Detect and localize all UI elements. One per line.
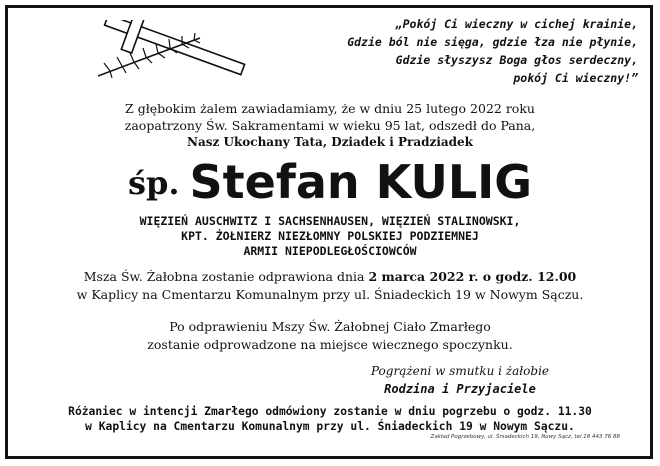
burial-line: Po odprawieniu Mszy Św. Żałobnej Ciało Zmarłego xyxy=(169,319,491,334)
mourners xyxy=(330,362,590,398)
burial-info xyxy=(0,318,660,354)
rosary-line: Różaniec w intencji Zmarłego odmówiony zostanie w dniu pogrzebu o godz. 11.30 xyxy=(68,405,592,418)
title-line: KPT. ŻOŁNIERZ NIEZŁOMNY POLSKIEJ PODZIEMNEJ xyxy=(181,229,479,243)
poem xyxy=(308,15,638,87)
mass-location: w Kaplicy na Cmentarzu Komunalnym przy ul. Śniadeckich 19 w Nowym Sączu. xyxy=(76,287,584,302)
deceased-titles xyxy=(0,214,660,259)
name-prefix: śp. xyxy=(127,164,180,202)
mass-date: 2 marca 2022 r. o godz. 12.00 xyxy=(368,269,577,284)
poem-line: Gdzie słyszysz Boga głos serdeczny, xyxy=(395,53,638,67)
funeral-mass-info xyxy=(0,268,660,304)
funeral-home-footer: Zakład Pogrzebowy, ul. Śniadeckich 19, Nowy Sącz, tel.18 443 76 88 xyxy=(430,434,620,440)
full-name: Stefan KULIG xyxy=(189,155,533,209)
burial-line: zostanie odprowadzone na miejsce wiecznego spoczynku. xyxy=(147,337,513,352)
poem-line: Gdzie ból nie sięga, gdzie łza nie płynie, xyxy=(347,35,638,49)
poem-line: „Pokój Ci wieczny w cichej krainie, xyxy=(395,17,638,31)
rosary-info xyxy=(0,404,660,434)
title-line: ARMII NIEPODLEGŁOŚCIOWCÓW xyxy=(243,244,417,258)
relation-line: Nasz Ukochany Tata, Dziadek i Pradziadek xyxy=(187,135,473,149)
title-line: WIĘZIEŃ AUSCHWITZ I SACHSENHAUSEN, WIĘZIEŃ STALINOWSKI, xyxy=(139,214,521,228)
mass-text: Msza Św. Żałobna zostanie odprawiona dnia xyxy=(83,269,365,284)
mourners-line: Pogrążeni w smutku i żałobie xyxy=(370,364,550,378)
poem-line: pokój Ci wieczny!” xyxy=(513,71,638,85)
announcement-line: zaopatrzony Św. Sakramentami w wieku 95 lat, odszedł do Pana, xyxy=(124,118,536,133)
announcement-line: Z głębokim żalem zawiadamiamy, że w dniu 25 lutego 2022 roku xyxy=(125,101,535,116)
mourners-signature: Rodzina i Przyjaciele xyxy=(384,382,536,396)
rosary-line: w Kaplicy na Cmentarzu Komunalnym przy ul. Śniadeckich 19 w Nowym Sączu. xyxy=(85,420,575,433)
cross-with-palm-icon xyxy=(90,20,250,80)
deceased-name xyxy=(0,155,660,209)
announcement xyxy=(0,100,660,151)
